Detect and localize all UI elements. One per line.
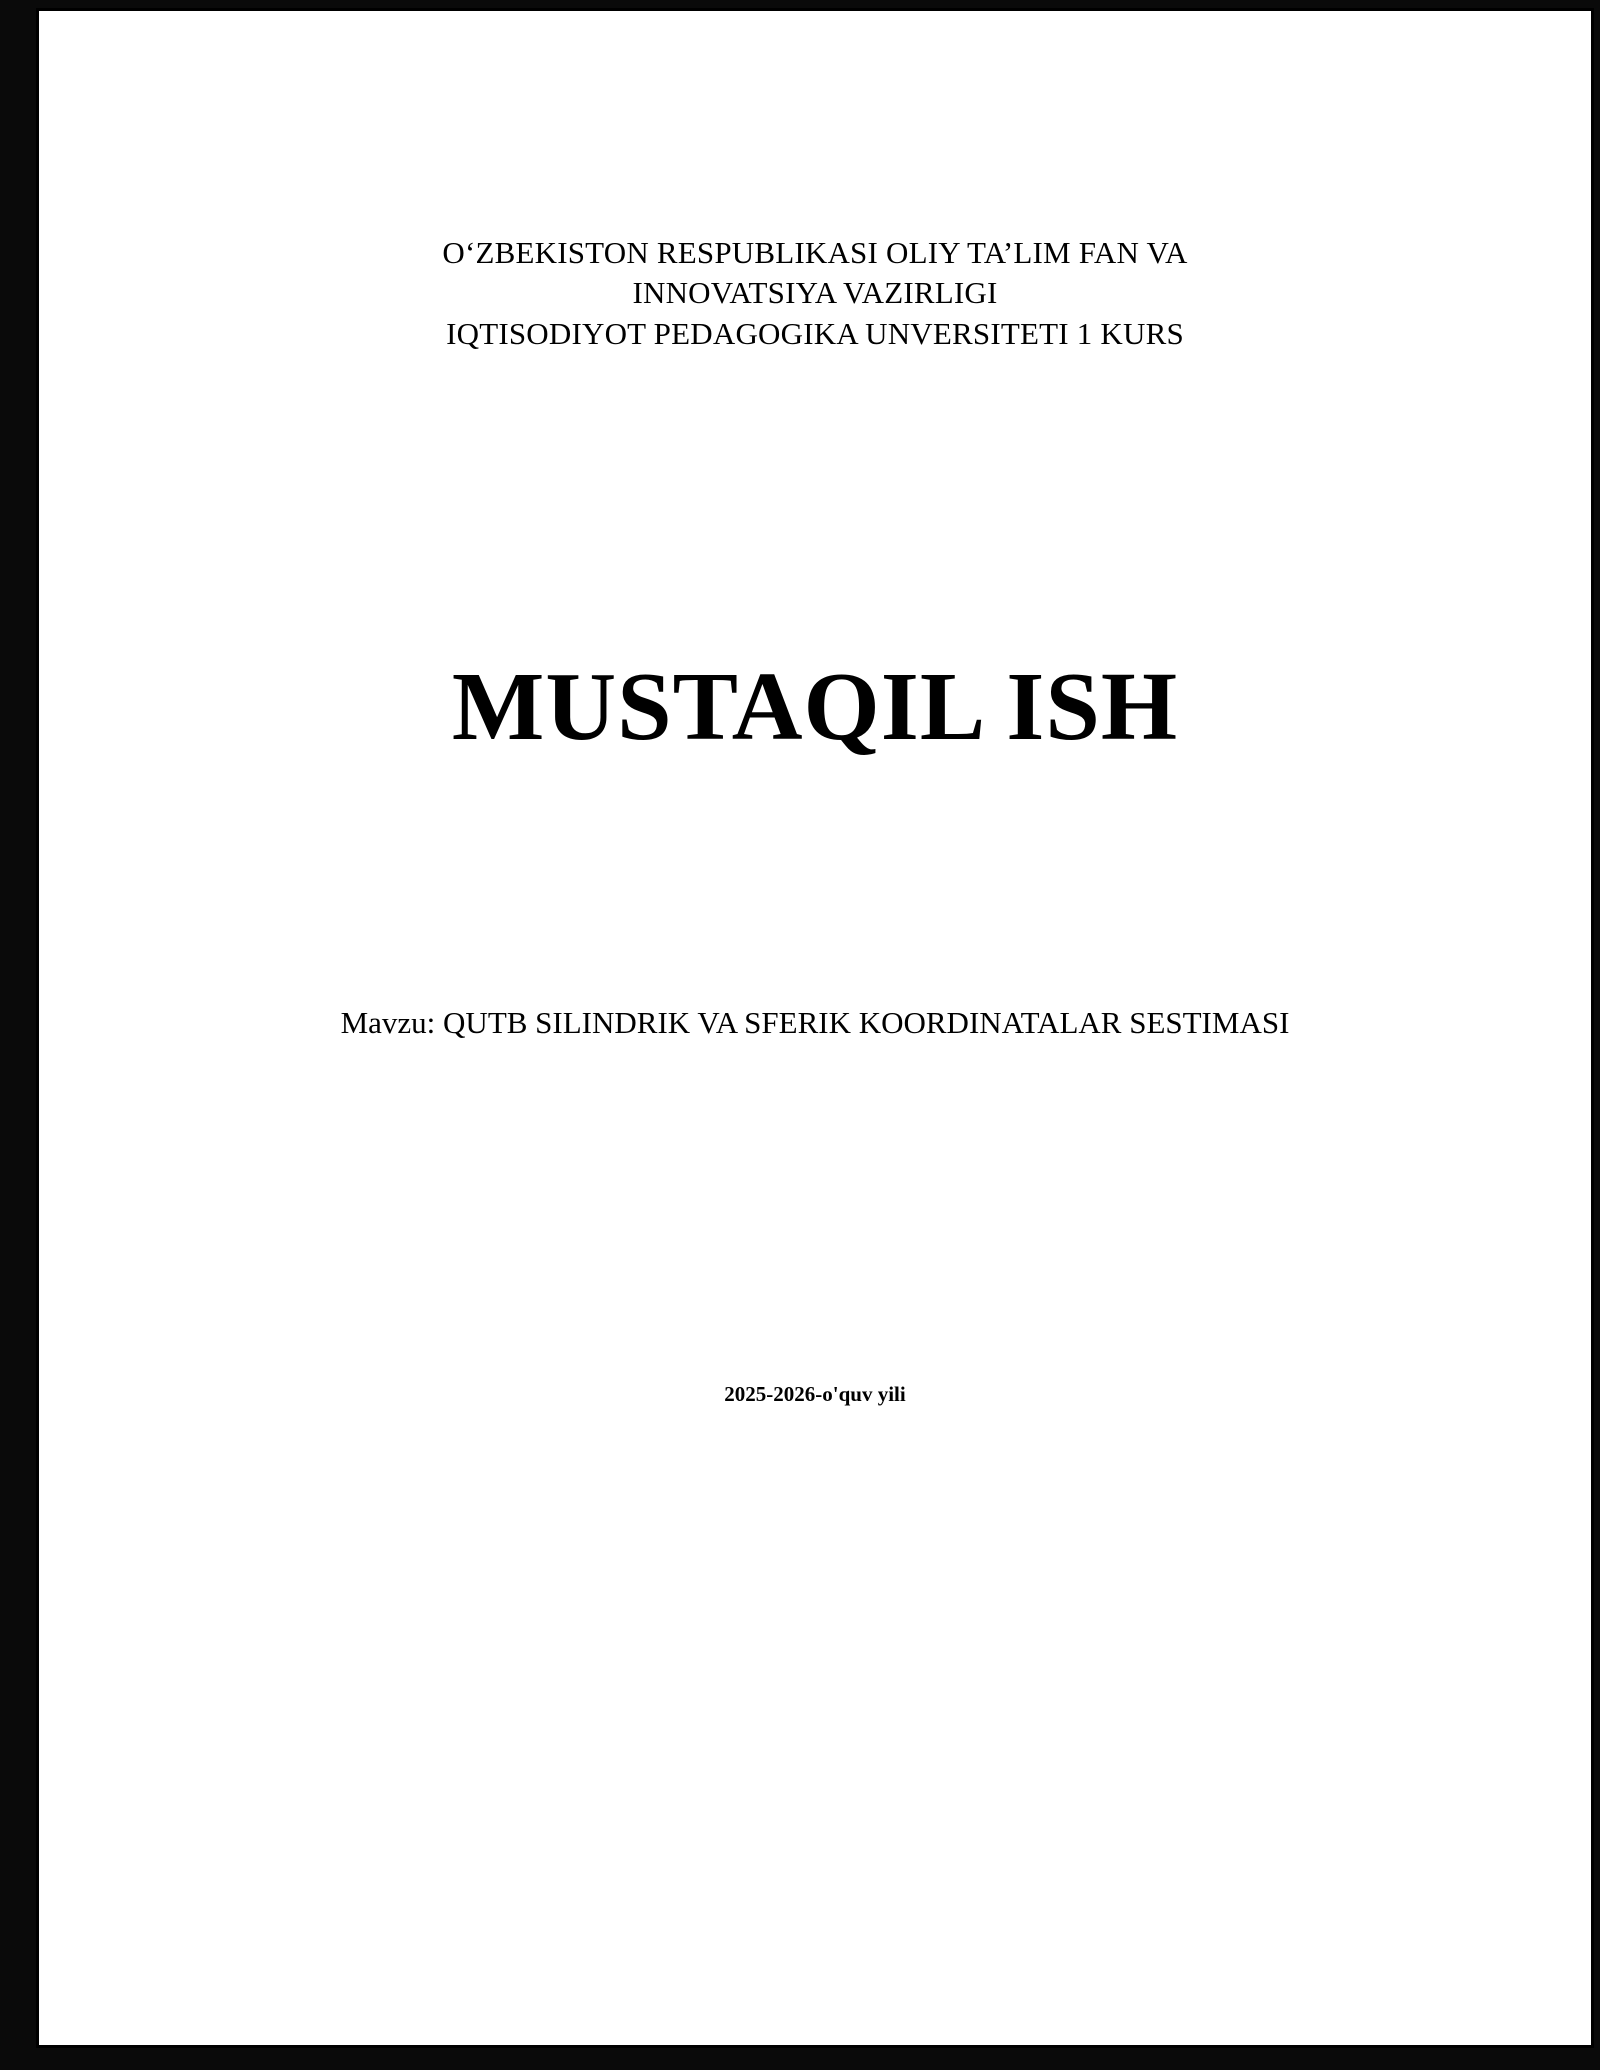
- subject-line: Mavzu: QUTB SILINDRIK VA SFERIK KOORDINATALAR SESTIMASI: [340, 1004, 1290, 1040]
- organization-line-3: IQTISODIYOT PEDAGOGIKA UNVERSITETI 1 KURS: [446, 315, 1184, 351]
- academic-year: 2025-2026-o'quv yili: [724, 1381, 906, 1406]
- title-page-content: [39, 11, 1591, 1407]
- organization-heading: [39, 233, 1591, 354]
- title-page: [36, 8, 1594, 2048]
- organization-line-1: O‘ZBEKISTON RESPUBLIKASI OLIY TA’LIM FAN VA: [442, 235, 1188, 270]
- organization-line-2: INNOVATSIYA VAZIRLIGI: [632, 275, 998, 311]
- page-title: MUSTAQIL ISH: [451, 652, 1179, 761]
